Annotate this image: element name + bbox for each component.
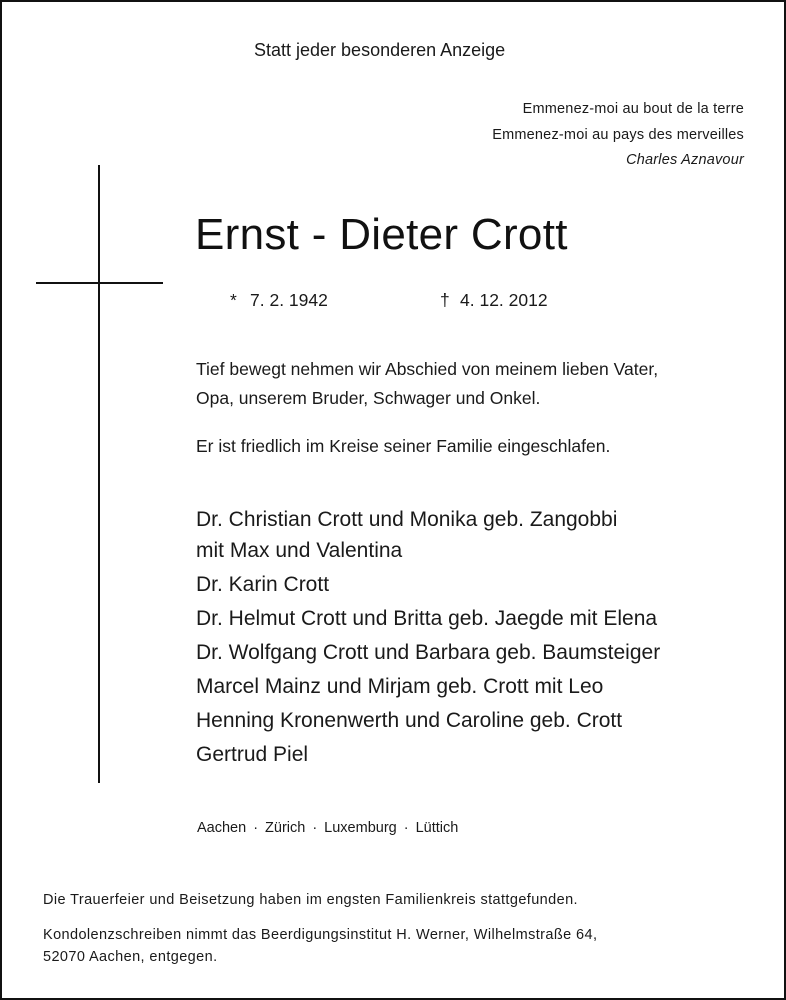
farewell-line-2: Opa, unserem Bruder, Schwager und Onkel.	[196, 388, 541, 408]
peaceful-passing-text: Er ist friedlich im Kreise seiner Familie eingeschlafen.	[196, 436, 611, 456]
separator-dot: ·	[312, 820, 318, 836]
quote-author: Charles Aznavour	[626, 152, 744, 168]
separator-dot: ·	[253, 820, 259, 836]
condolence-info	[43, 924, 597, 968]
family-member: Dr. Christian Crott und Monika geb. Zangobbi	[196, 508, 618, 531]
death-date: 4. 12. 2012	[460, 290, 548, 310]
birth-date: 7. 2. 1942	[250, 290, 328, 310]
death-date-line	[440, 290, 548, 311]
quote-block	[492, 97, 744, 174]
separator-dot: ·	[403, 820, 409, 836]
family-member: Dr. Helmut Crott und Britta geb. Jaegde mit Elena	[196, 607, 658, 630]
city: Luxemburg	[324, 820, 397, 836]
farewell-paragraph	[196, 355, 658, 413]
cross-icon-vertical	[98, 165, 100, 783]
ceremony-info: Die Trauerfeier und Beisetzung haben im engsten Familienkreis stattgefunden.	[43, 892, 578, 908]
family-list	[196, 505, 660, 772]
birth-date-line	[230, 290, 328, 311]
death-dagger-icon: †	[440, 290, 450, 310]
notice-header: Statt jeder besonderen Anzeige	[254, 40, 506, 60]
city: Zürich	[265, 820, 306, 836]
city: Lüttich	[415, 820, 459, 836]
birth-star-icon: *	[230, 290, 237, 310]
deceased-name: Ernst - Dieter Crott	[195, 210, 568, 259]
family-member: mit Max und Valentina	[196, 539, 403, 562]
quote-line-2: Emmenez-moi au pays des merveilles	[492, 126, 744, 143]
family-member: Gertrud Piel	[196, 743, 309, 766]
quote-line-1: Emmenez-moi au bout de la terre	[522, 101, 744, 117]
family-member: Marcel Mainz und Mirjam geb. Crott mit Leo	[196, 675, 604, 698]
city: Aachen	[197, 820, 247, 836]
family-member: Dr. Karin Crott	[196, 573, 330, 596]
family-member: Dr. Wolfgang Crott und Barbara geb. Baumsteiger	[196, 641, 661, 664]
condolence-line-2: 52070 Aachen, entgegen.	[43, 949, 218, 965]
cross-icon-horizontal	[36, 282, 163, 284]
city-list	[197, 820, 458, 836]
family-member: Henning Kronenwerth und Caroline geb. Crott	[196, 709, 623, 732]
farewell-line-1: Tief bewegt nehmen wir Abschied von meinem lieben Vater,	[196, 359, 659, 379]
condolence-line-1: Kondolenzschreiben nimmt das Beerdigungsinstitut H. Werner, Wilhelmstraße 64,	[43, 927, 598, 943]
